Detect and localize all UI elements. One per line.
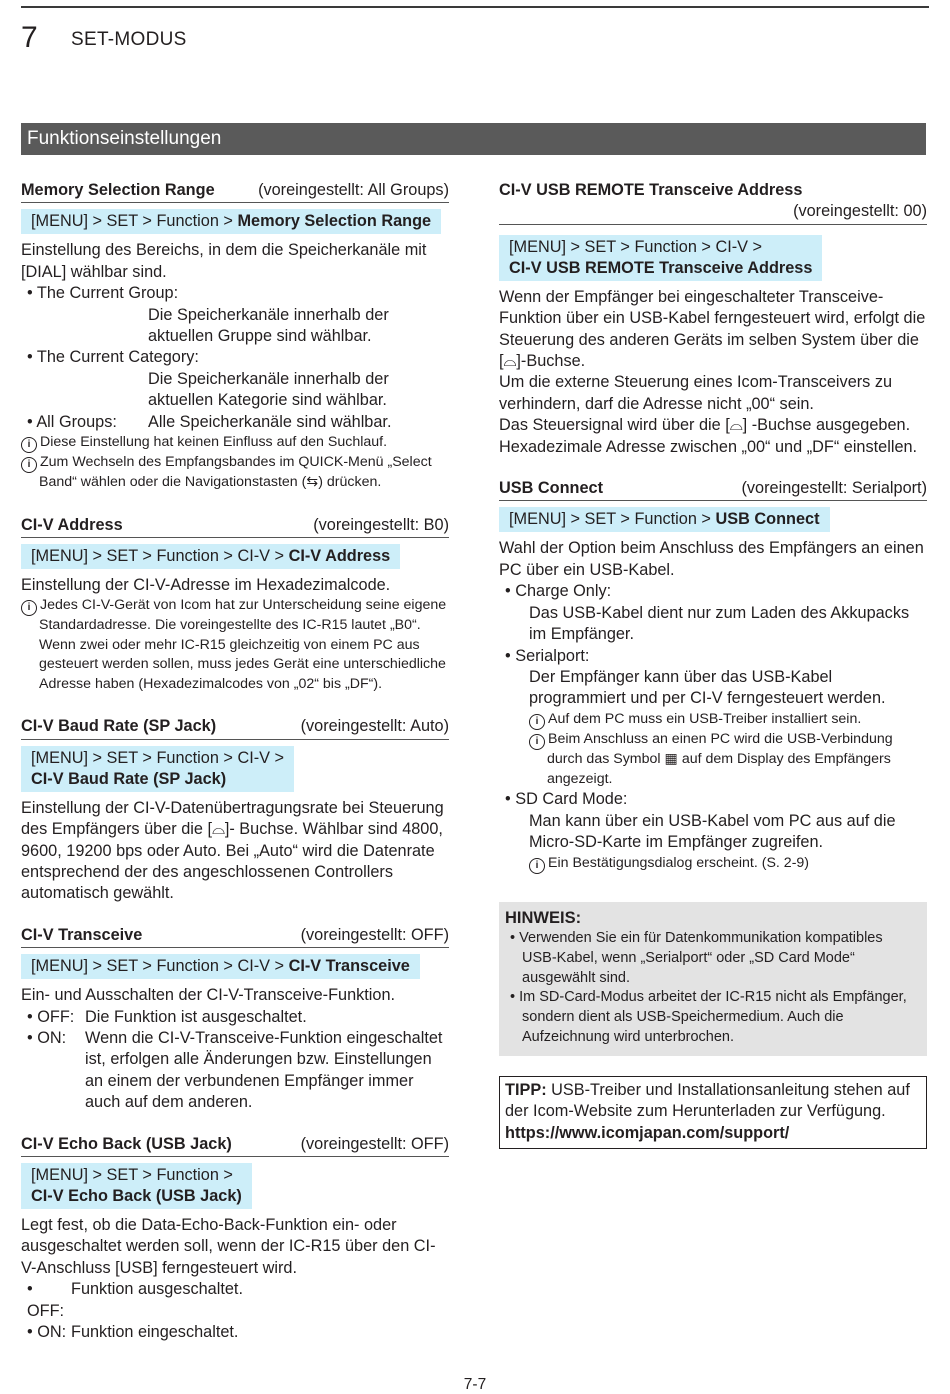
default-value: (voreingestellt: Auto) — [300, 717, 449, 736]
note — [499, 854, 927, 874]
note — [21, 433, 449, 453]
section-title: Memory Selection Range — [21, 181, 215, 199]
menu-path-item: USB Connect — [715, 510, 820, 529]
option-label: • SD Card Mode: — [505, 790, 628, 809]
option-on — [21, 1028, 449, 1114]
usb-connect-heading — [499, 478, 927, 501]
section-title: CI-V USB REMOTE Transceive Address — [499, 181, 803, 199]
hinweis-bullet: • Im SD-Card-Modus arbeitet der IC-R15 nicht als Empfänger, sondern dient als USB-Speichermedium. Auch die Aufzeichnung wird unterbrochen. — [510, 989, 907, 1045]
info-icon: i — [529, 858, 545, 874]
option-label: • The Current Group: — [27, 284, 179, 303]
option-text: Das USB-Kabel dient nur zum Laden des Akkupacks im Empfänger. — [529, 603, 910, 644]
description: Wahl der Option beim Anschluss des Empfängers an einen PC über ein USB-Kabel. — [499, 539, 924, 579]
menu-path-item: Memory Selection Range — [237, 212, 432, 231]
menu-path-prefix: [MENU] > SET > Function > CI-V > — [31, 748, 285, 767]
info-icon: i — [529, 714, 545, 730]
menu-path — [499, 507, 830, 532]
menu-path — [21, 954, 420, 979]
option-all-groups — [21, 412, 449, 433]
note-text: Zum Wechseln des Empfangsbandes im QUICK-Menü „Select Band“ wählen oder die Navigationstasten (⇆) drücken. — [39, 454, 432, 491]
option-text: aktuellen Kategorie sind wählbar. — [148, 391, 387, 410]
description: Einstellung des Bereichs, in dem die Speicherkanäle mit [DIAL] wählbar sind. — [21, 241, 427, 281]
option-text: Funktion eingeschaltet. — [71, 1323, 239, 1342]
option-text: Wenn die CI-V-Transceive-Funktion eingeschaltet ist, erfolgen alle Änderungen bzw. Einstellungen an einem der verbundenen Empfänger immer auch auf dem anderen. — [85, 1029, 443, 1112]
default-value: (voreingestellt: All Groups) — [258, 181, 449, 199]
option-off — [21, 1007, 449, 1028]
option-text: Die Funktion ist ausgeschaltet. — [85, 1007, 307, 1026]
menu-path-item: CI-V Baud Rate (SP Jack) — [31, 769, 227, 788]
option-label: • The Current Category: — [27, 348, 199, 367]
option-label: • OFF: — [27, 1280, 65, 1320]
description: Wenn der Empfänger bei eingeschalteter Transceive-Funktion über ein USB-Kabel ferngesteuert wird, erfolgt die Steuerung des anderen Geräts im selben System über die [⌓]-Buchse. — [499, 287, 926, 371]
option-label: • OFF: — [27, 1007, 75, 1026]
menu-path — [21, 209, 441, 234]
section-banner-title: Funktionseinstellungen — [27, 128, 222, 149]
option-current-group — [21, 283, 449, 304]
note-text: Diese Einstellung hat keinen Einfluss auf den Suchlauf. — [40, 434, 388, 451]
civ-usb-remote-heading — [499, 180, 927, 225]
note — [21, 453, 449, 493]
description: Ein- und Ausschalten der CI-V-Transceive-Funktion. — [21, 986, 396, 1005]
description: Einstellung der CI-V-Adresse im Hexadezimalcode. — [21, 575, 391, 594]
info-icon: i — [21, 437, 37, 453]
civ-transceive-heading — [21, 925, 449, 948]
option-label: • Charge Only: — [505, 582, 612, 601]
menu-path-item: CI-V Transceive — [288, 957, 410, 976]
option-label: • Serialport: — [505, 646, 590, 665]
hinweis-title: HINWEIS: — [505, 908, 582, 927]
note — [499, 710, 927, 730]
option-text: Funktion ausgeschaltet. — [71, 1280, 243, 1299]
hinweis-bullet: • Verwenden Sie ein für Datenkommunikation kompatibles USB-Kabel, wenn „Serialport“ oder „SD Card Mode“ ausgewählt sind. — [510, 929, 883, 986]
chapter-title: SET-MODUS — [71, 29, 187, 50]
menu-path-prefix: [MENU] > SET > Function > — [31, 212, 238, 231]
left-column — [21, 180, 449, 1344]
right-column — [499, 180, 927, 1149]
menu-path — [21, 1163, 252, 1209]
description: Einstellung der CI-V-Datenübertragungsrate bei Steuerung des Empfängers über die [⌓]- Buchse. Wählbar sind 4800, 9600, 19200 bps oder Auto. Bei „Auto“ wird die Datenrate entsprechend der des angeschlossenen Controllers automatisch gewählt. — [21, 798, 444, 903]
default-value: (voreingestellt: 00) — [793, 202, 927, 221]
menu-path-prefix: [MENU] > SET > Function > — [509, 510, 716, 529]
menu-path-prefix: [MENU] > SET > Function > CI-V > — [509, 237, 763, 256]
option-text: Die Speicherkanäle innerhalb der — [148, 369, 389, 388]
default-value: (voreingestellt: OFF) — [300, 925, 449, 944]
option-text: Der Empfänger kann über das USB-Kabel programmiert und per CI-V ferngesteuert werden. — [529, 667, 886, 708]
menu-path-item: CI-V USB REMOTE Transceive Address — [509, 258, 813, 277]
civ-baud-rate-heading — [21, 716, 449, 739]
chapter-number: 7 — [21, 21, 38, 54]
menu-path-prefix: [MENU] > SET > Function > CI-V > — [31, 957, 289, 976]
support-link[interactable]: https://www.icomjapan.com/support/ — [505, 1123, 790, 1142]
note-text: Jedes CI-V-Gerät von Icom hat zur Unterscheidung seine eigene Standardadresse. Die voreingestellte des IC-R15 lautet „B0“. Wenn zwei oder mehr IC-R15 gleichzeitig von einem PC aus gesteuert werden sollen, muss jedes Gerät eine unterschiedliche Adresse haben (Hexadezimalcodes von „02“ bis „DF“). — [39, 597, 447, 692]
tipp-label: TIPP: — [505, 1080, 547, 1099]
option-text: Die Speicherkanäle innerhalb der — [148, 305, 389, 324]
option-current-category — [21, 347, 449, 368]
menu-path — [21, 746, 294, 792]
section-title: CI-V Echo Back (USB Jack) — [21, 1134, 232, 1153]
description: Legt fest, ob die Data-Echo-Back-Funktion ein- oder ausgeschaltet werden soll, wenn der IC-R15 über den CI-V-Anschluss [USB] ferngesteuert wird. — [21, 1216, 436, 1277]
section-title: CI-V Baud Rate (SP Jack) — [21, 717, 217, 736]
note-text: Beim Anschluss an einen PC wird die USB-Verbindung durch das Symbol ▦ auf dem Display des Empfängers angezeigt. — [547, 730, 893, 787]
note — [499, 730, 927, 790]
page-number: 7-7 — [463, 1376, 487, 1393]
description: Das Steuersignal wird über die [⌓] -Buchse ausgegeben. Hexadezimale Adresse zwischen „00“ und „DF“ einstellen. — [499, 416, 918, 456]
section-title: USB Connect — [499, 479, 604, 498]
option-text: aktuellen Gruppe sind wählbar. — [148, 327, 372, 346]
note-text: Auf dem PC muss ein USB-Treiber installiert sein. — [548, 710, 862, 727]
menu-path — [21, 544, 400, 569]
civ-echo-back-heading — [21, 1134, 449, 1157]
top-rule — [21, 6, 929, 8]
info-icon: i — [529, 734, 545, 750]
section-banner — [21, 123, 926, 155]
info-icon: i — [21, 600, 37, 616]
section-title: CI-V Address — [21, 515, 123, 534]
hinweis-box — [499, 902, 927, 1056]
description: Um die externe Steuerung eines Icom-Transceivers zu verhindern, darf die Adresse nicht „00“ sein. — [499, 373, 893, 413]
option-off — [21, 1279, 449, 1322]
memory-selection-range-heading — [21, 180, 449, 203]
civ-address-heading — [21, 515, 449, 538]
option-label: • ON: — [27, 1029, 67, 1048]
option-label: • All Groups: — [27, 412, 117, 431]
tipp-box — [499, 1076, 927, 1149]
info-icon: i — [21, 457, 37, 473]
option-text: Alle Speicherkanäle sind wählbar. — [148, 412, 392, 431]
menu-path-prefix: [MENU] > SET > Function > — [31, 1166, 233, 1185]
option-on — [21, 1322, 449, 1343]
tipp-text: USB-Treiber und Installationsanleitung stehen auf der Icom-Website zum Herunterladen zur Verfügung. — [505, 1080, 910, 1121]
menu-path-prefix: [MENU] > SET > Function > CI-V > — [31, 546, 289, 565]
option-text: Man kann über ein USB-Kabel vom PC aus auf die Micro-SD-Karte im Empfänger zugreifen. — [529, 811, 896, 852]
menu-path-item: CI-V Address — [288, 546, 391, 565]
default-value: (voreingestellt: Serialport) — [741, 479, 927, 498]
note-text: Ein Bestätigungsdialog erscheint. (S. 2-9) — [548, 854, 810, 871]
default-value: (voreingestellt: OFF) — [300, 1134, 449, 1153]
menu-path — [499, 235, 822, 281]
note — [21, 596, 449, 694]
menu-path-item: CI-V Echo Back (USB Jack) — [31, 1187, 242, 1206]
section-title: CI-V Transceive — [21, 925, 143, 944]
option-label: • ON: — [27, 1323, 67, 1342]
default-value: (voreingestellt: B0) — [313, 515, 449, 534]
